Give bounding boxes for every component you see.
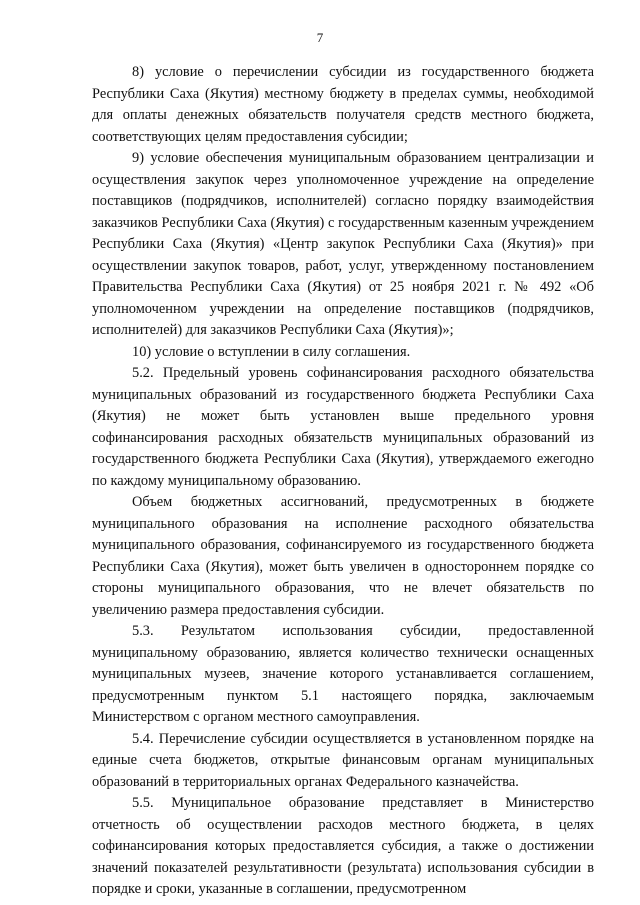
paragraph-5-3: 5.3. Результатом использования субсидии, предоставленной муниципальному образованию, является количество технически оснащенных муниципальных музеев, значение которого устанавливается соглашением, предусмотренным пунктом 5.1 настоящего порядка, заключаемым Министерством с органом местного самоуправления. <box>92 623 594 725</box>
page-number: 7 <box>316 30 324 45</box>
paragraph-5-4: 5.4. Перечисление субсидии осуществляется в установленном порядке на единые счета бюджетов, открытые финансовым органам муниципальных образований в территориальных органах Федерального казначейства. <box>92 730 594 790</box>
paragraph-5-5: 5.5. Муниципальное образование представляет в Министерство отчетность об осуществлении расходов местного бюджета, в целях софинансирования которых предоставляется субсидия, а также о достижении значений показателей результативности (результата) использования субсидии в порядке и сроки, указанные в соглашении, предусмотренном <box>92 795 594 897</box>
document-body <box>92 62 594 901</box>
paragraph-condition-8: 8) условие о перечислении субсидии из государственного бюджета Республики Саха (Якутия) местному бюджету в пределах суммы, необходимой для оплаты денежных обязательств получателя средств местного бюджета, соответствующих целям предоставления субсидии; <box>92 64 594 145</box>
paragraph-condition-9: 9) условие обеспечения муниципальным образованием централизации и осуществления закупок через уполномоченное учреждение на определение поставщиков (подрядчиков, исполнителей) согласно порядку взаимодействия заказчиков Республики Саха (Якутия) с государственным казенным учреждением Республики Саха (Якутия) «Центр закупок Республики Саха (Якутия)» при осуществлении закупок товаров, работ, услуг, утвержденному постановлением Правительства Республики Саха (Якутия) от 25 ноября 2021 г. № 492 «Об уполномоченном учреждении на определение поставщиков (подрядчиков, исполнителей) для заказчиков Республики Саха (Якутия)»; <box>92 150 594 338</box>
paragraph-condition-10: 10) условие о вступлении в силу соглашения. <box>132 343 411 360</box>
paragraph-budget-allocations: Объем бюджетных ассигнований, предусмотренных в бюджете муниципального образования на исполнение расходного обязательства муниципального образования, софинансируемого из государственного бюджета Республики Саха (Якутия), может быть увеличен в одностороннем порядке со стороны муниципального образования, что не влечет обязательств по увеличению размера предоставления субсидии. <box>92 494 594 618</box>
paragraph-5-2: 5.2. Предельный уровень софинансирования расходного обязательства муниципальных образований из государственного бюджета Республики Саха (Якутия) не может быть установлен выше предельного уровня софинансирования расходных обязательств муниципальных образований из государственного бюджета Республики Саха (Якутия), утверждаемого ежегодно по каждому муниципальному образованию. <box>92 365 594 489</box>
